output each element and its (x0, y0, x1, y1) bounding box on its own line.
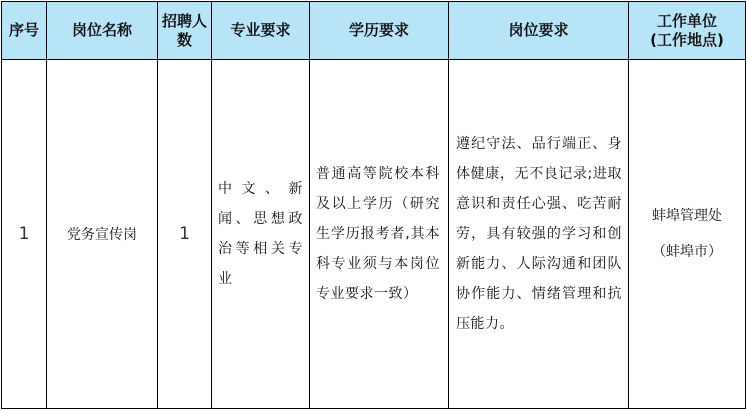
header-position-name: 岗位名称 (47, 2, 158, 60)
cell-seq: 1 (2, 60, 47, 409)
header-work-unit-line1: 工作单位 (656, 11, 717, 30)
cell-hire-count: 1 (158, 60, 212, 409)
work-unit-text: 蚌埠管理处 (652, 208, 722, 224)
header-requirements: 岗位要求 (449, 2, 629, 60)
header-row (2, 2, 746, 60)
education-text: 普通高等院校本科及以上学历（研究生学历报考者,其本科专业须与本岗位专业要求一致） (316, 166, 440, 302)
header-seq: 序号 (2, 2, 47, 60)
cell-work-unit (629, 60, 746, 409)
cell-requirements (449, 60, 629, 409)
header-hire-count: 招聘人数 (158, 2, 212, 60)
major-text: 中文、新闻、思想政治等相关专业 (218, 181, 303, 287)
cell-education (310, 60, 449, 409)
table-row (2, 60, 746, 409)
header-major: 专业要求 (212, 2, 310, 60)
work-location-text: （蚌埠市） (652, 244, 722, 260)
header-work-unit-line2: (工作地点) (650, 30, 724, 49)
header-education: 学历要求 (310, 2, 449, 60)
cell-major (212, 60, 310, 409)
requirements-text: 遵纪守法、品行端正、身体健康，无不良记录;进取意识和责任心强、吃苦耐劳，具有较强的学习和创新能力、人际沟通和团队协作能力、情绪管理和抗压能力。 (456, 136, 622, 332)
job-posting-table (1, 1, 746, 409)
cell-position-name: 党务宣传岗 (47, 60, 158, 409)
header-work-unit (629, 2, 746, 60)
